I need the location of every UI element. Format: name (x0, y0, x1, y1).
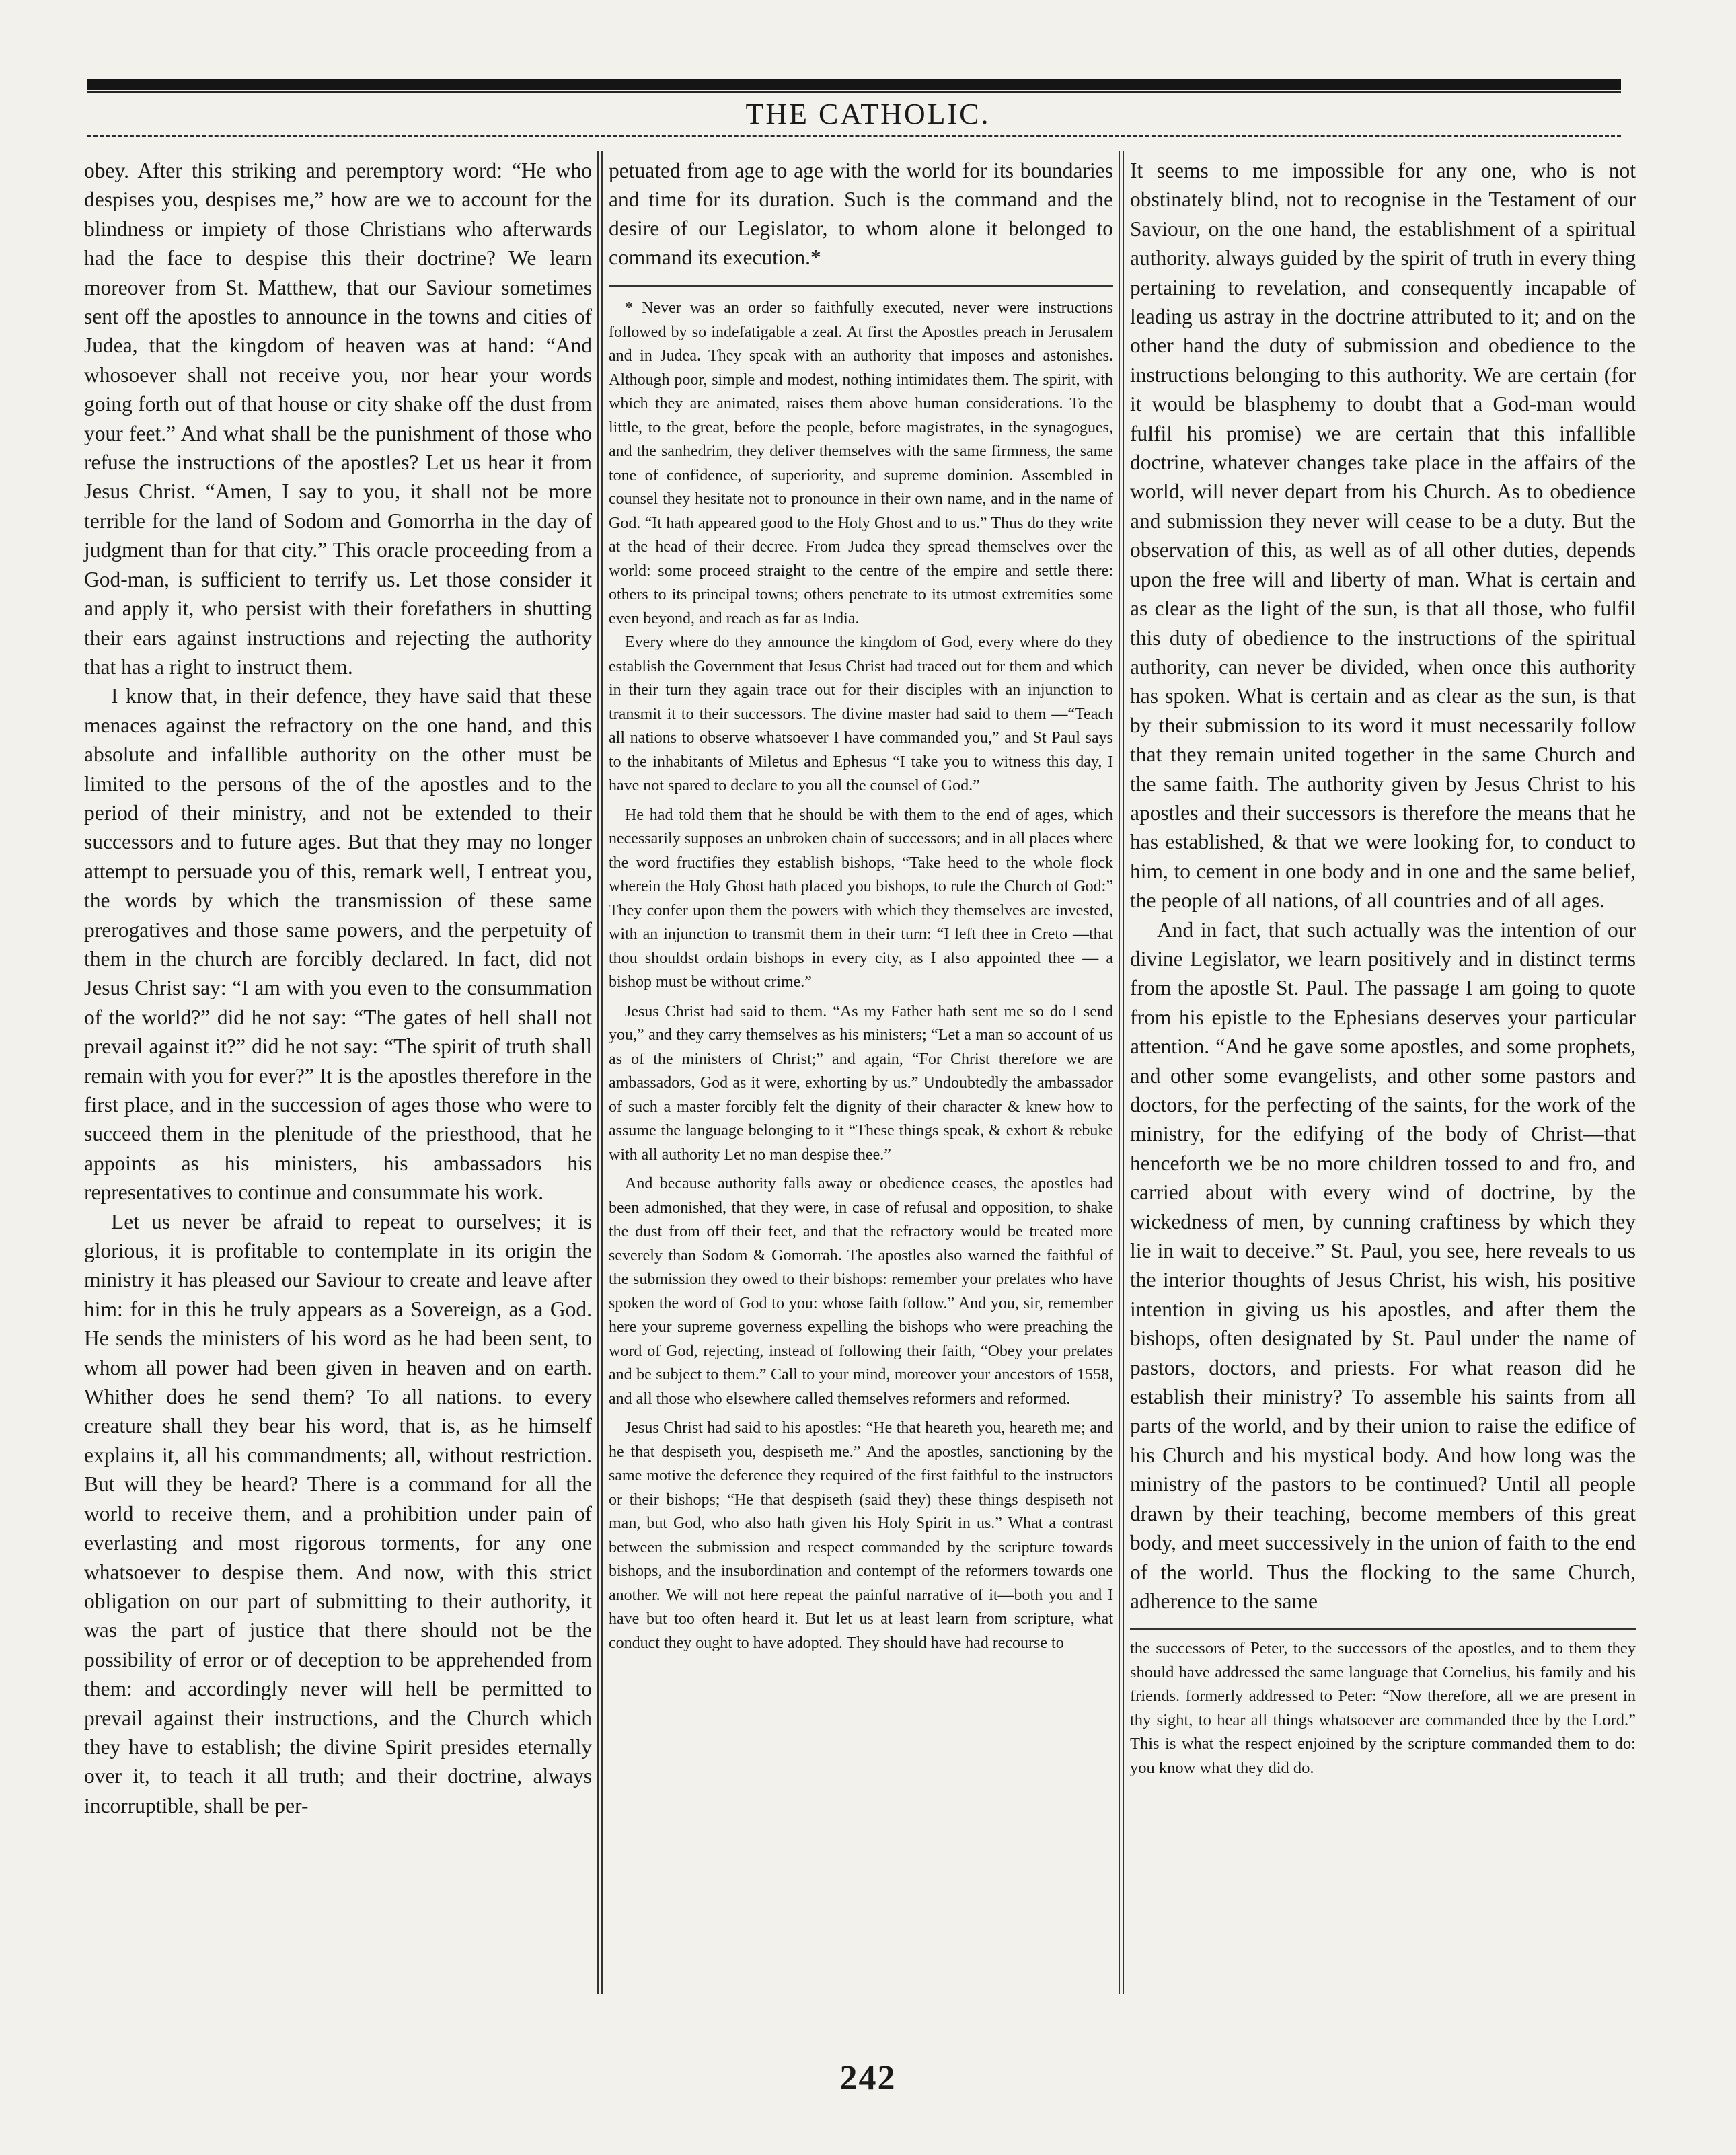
footnote-paragraph: * Never was an order so faithfully executed, never were instructions followed by so indefatigable a zeal. At first the Apostles preach in Jerusalem and in Judea. They speak with an authority that imposes and astonishes. Although poor, simple and modest, nothing intimidates them. The spirit, with which they are animated, raises them above human considerations. To the little, to the great, before the people, before magistrates, in the synagogues, and the sanhedrim, they deliver themselves with the same firmness, the same tone of confidence, of superiority, and supreme dominion. Assembled in counsel they hesitate not to pronounce in their own name, and in the name of God. “It hath appeared good to the Holy Ghost and to us.” Thus do they write at the head of their decree. From Judea they spread themselves over the world: some proceed straight to the centre of the empire and settle there: others to its principal towns; others penetrate to its utmost extremities some even beyond, and reach as far as India. (609, 299, 1113, 628)
footnote-paragraph: He had told them that he should be with them to the end of ages, which necessarily supposes an unbroken chain of successors; and in all places where the word fructifies they establish bishops, “Take heed to the whole flock wherein the Holy Ghost hath placed you bishops, to rule the Church of God:” They confer upon them the powers with which they themselves are invested, with an injunction to transmit them in their turn: “I left thee in Creto —that thou shouldst ordain bishops in every city, as I also appointed thee — a bishop must be without crime.” (609, 806, 1113, 991)
header-rule-thin (87, 91, 1621, 93)
header-rule-thick (87, 79, 1621, 90)
middle-paragraph: petuated from age to age with the world for its boundaries and time for its duration. Such is the command and the desire of our Legislator, to whom alone it belonged to command its execution.* (609, 159, 1113, 269)
footnote-continuation (609, 804, 1113, 1656)
footnote-paragraph: the successors of Peter, to the successors of the apostles, and to them they should have addressed the same language that Cornelius, his family and his friends. formerly addressed to Peter: “Now therefore, all we are present in thy sight, to hear all things whatsoever are commanded thee by the Lord.” This is what the respect enjoined by the scripture commanded them to do: you know what they did do. (1130, 1639, 1636, 1777)
left-paragraph: Let us never be afraid to repeat to ourselves; it is glorious, it is profitable to contemplate in its origin the ministry it has pleased our Saviour to create and leave after him: for in this he truly appears as a Sovereign, as a God. He sends the ministers of his word as he had been sent, to whom all power had been given in heaven and on earth. Whither does he send them? To all nations. to every creature shall they bear his word, that is, as he himself explains it, all his commandments; all, without restriction. But will they be heard? There is a command for all the world to receive them, and a prohibition under pain of everlasting and most rigorous torments, for any one whatsoever to despise them. And now, with this strict obligation on our part of submitting to their authority, it was the part of justice that there should not be the possibility of error or of deception to be apprehended from them: and accordingly never will hell be permitted to prevail against their instructions, and the Church which they have to establish; the divine Spirit presides eternally over it, to teach it all truth; and their doctrine, always incorruptible, shall be per- (84, 1209, 592, 1817)
column-right (1130, 156, 1636, 1780)
right-paragraph: It seems to me impossible for any one, who is not obstinately blind, not to recognise in the Testament of our Saviour, on the one hand, the establishment of a spiritual authority. always guided by the spirit of truth in every thing pertaining to revelation, and consequently incapable of leading us astray in the doctrine attributed to it; and on the other hand the duty of submission and obedience to the instructions belonging to this authority. We are certain (for it would be blasphemy to doubt that a God-man would fulfil his promise) we are certain that this infallible doctrine, whatever changes take place in the affairs of the world, will never depart from his Church. As to obedience and submission they never will cease to be a duty. But the observation of this, as well as of all other duties, depends upon the free will and liberty of man. What is certain and as clear as the light of the sun, is that all those, who fulfil this duty of obedience to the instructions of the spiritual authority, can never be divided, when once this authority has spoken. What is certain and as clear as the sun, is that by their submission to its word it must necessarily follow that they remain united together in the same Church and the same faith. The authority given by Jesus Christ to his apostles and their successors is therefore the means that he has established, & that we were looking for, to conduct to him, to cement in one body and in one and the same belief, the people of all nations, of all countries and of all ages. (1130, 159, 1636, 913)
left-paragraph: I know that, in their defence, they have said that these menaces against the refractory on the one hand, and this absolute and infallible authority on the other must be limited to the persons of the of the apostles and to the period of their ministry, and not be extended to their successors and to future ages. But that they may no longer attempt to persuade you of this, remark well, I entreat you, the words by which the transmission of these same prerogatives and those same powers, and the perpetuity of them in the church are forcibly declared. In fact, did not Jesus Christ say: “I am with you even to the consummation of the world?” did he not say: “The gates of hell shall not prevail against it?” did he not say: “The spirit of truth shall remain with you for ever?” It is the apostles therefore in the first place, and in the succession of ages those who were to succeed them in the plenitude of the priesthood, that he appoints as his ministers, his ambassadors his representatives to continue and consummate his work. (84, 684, 592, 1205)
page-number: 242 (839, 2059, 897, 2097)
footnote-paragraph: Jesus Christ had said to them. “As my Father hath sent me so do I send you,” and they carry themselves as his ministers; “Let a man so account of us as of the ministers of Christ;” and again, “For Christ therefore we are ambassadors, God as it were, exhorting by us.” Undoubtedly the ambassador of such a master forcibly felt the dignity of their character & knew how to assume the language belonging to it “These things speak, & exhort & rebuke with all authority Let no man despise thee.” (609, 1002, 1113, 1164)
column-middle (609, 156, 1113, 1655)
column-left (84, 156, 592, 1820)
right-paragraph: And in fact, that such actually was the intention of our divine Legislator, we learn positively and in distinct terms from the apostle St. Paul. The passage I am going to quote from his epistle to the Ephesians deserves your particular attention. “And he gave some apostles, and some prophets, and other some evangelists, and other some pastors and doctors, for the perfecting of the saints, for the work of the ministry, for the edifying of the body of Christ—that henceforth we be no more children tossed to and fro, and carried about with every wind of doctrine, by the wickedness of men, by cunning craftiness by which they lie in wait to deceive.” St. Paul, you see, here reveals to us the interior thoughts of Jesus Christ, his wish, his positive intention in giving us his apostles, and after them the bishops, often designated by St. Paul under the name of pastors, doctors, and priests. For what reason did he establish their ministry? To assemble his saints from all parts of the world, and by their union to raise the edifice of his Church and his mystical body. And how long was the ministry of the pastors to be continued? Until all people drawn by their teaching, become members of this great body, and meet successively in the union of faith to the end of the world. Thus the flocking to the same Church, adherence to the same (1130, 917, 1636, 1613)
column-divider-right (1119, 151, 1124, 1994)
footnote-block-right (1130, 1628, 1636, 1780)
column-divider-left (597, 151, 603, 1994)
footnote-block (609, 285, 1113, 798)
footnote-paragraph: Every where do they announce the kingdom of God, every where do they establish the Government that Jesus Christ had traced out for them and which in their turn they again trace out for their disciples with an injunction to transmit it to their successors. The divine master had said to them —“Teach all nations to observe whatsoever I have commanded you,” and St Paul says to the inhabitants of Miletus and Ephesus “I take you to witness this day, I have not spared to declare to you all the counsel of God.” (609, 634, 1113, 794)
page-title: THE CATHOLIC. (745, 98, 991, 130)
footnote-paragraph: Jesus Christ had said to his apostles: “He that heareth you, heareth me; and he that despiseth you, despiseth me.” And the apostles, sanctioning by the same motive the deference they required of the first faithful to the instructors or their bishops; “He that despiseth (said they) these things despiseth not man, but God, who also hath given his Holy Spirit in us.” What a contrast between the submission and respect commanded by the scripture towards bishops, and the insubordination and contempt of the reformers towards one another. We will not here repeat the painful narrative of it—both you and I have but too often heard it. But let us at least learn from scripture, what conduct they ought to have adopted. They should have had recourse to (609, 1419, 1113, 1652)
header-divider (87, 135, 1621, 139)
left-paragraph: obey. After this striking and peremptory word: “He who despises you, despises me,” how are we to account for the blindness or impiety of those Christians who afterwards had the face to despise this their doctrine? We learn moreover from St. Matthew, that our Saviour sometimes sent off the apostles to announce in the towns and cities of Judea, that the kingdom of heaven was at hand: “And whosoever shall not receive you, nor hear your words going forth out of that house or city shake off the dust from your feet.” And what shall be the punishment of those who refuse the instructions of the apostles? Let us hear it from Jesus Christ. “Amen, I say to you, it shall not be more terrible for the land of Sodom and Gomorrha in the day of judgment than for that city.” This oracle proceeding from a God-man, is sufficient to terrify us. Let those consider it and apply it, who persist with their forefathers in shutting their ears against instructions and rejecting the authority that has a right to instruct them. (84, 159, 592, 679)
footnote-paragraph: And because authority falls away or obedience ceases, the apostles had been admonished, that they were, in case of refusal and opposition, to shake the dust from off their feet, and that the refractory would be treated more severely than Sodom & Gomorrah. The apostles also warned the faithful of the submission they owed to their bishops: remember your prelates who have spoken the word of God to you: whose faith follow.” And you, sir, remember here your supreme governess expelling the bishops who were preaching the word of God, rejecting, instead of following their faith, “Obey your prelates and be subject to them.” Call to your mind, moreover your ancestors of 1558, and all those who elsewhere called themselves reformers and reformed. (609, 1175, 1113, 1408)
